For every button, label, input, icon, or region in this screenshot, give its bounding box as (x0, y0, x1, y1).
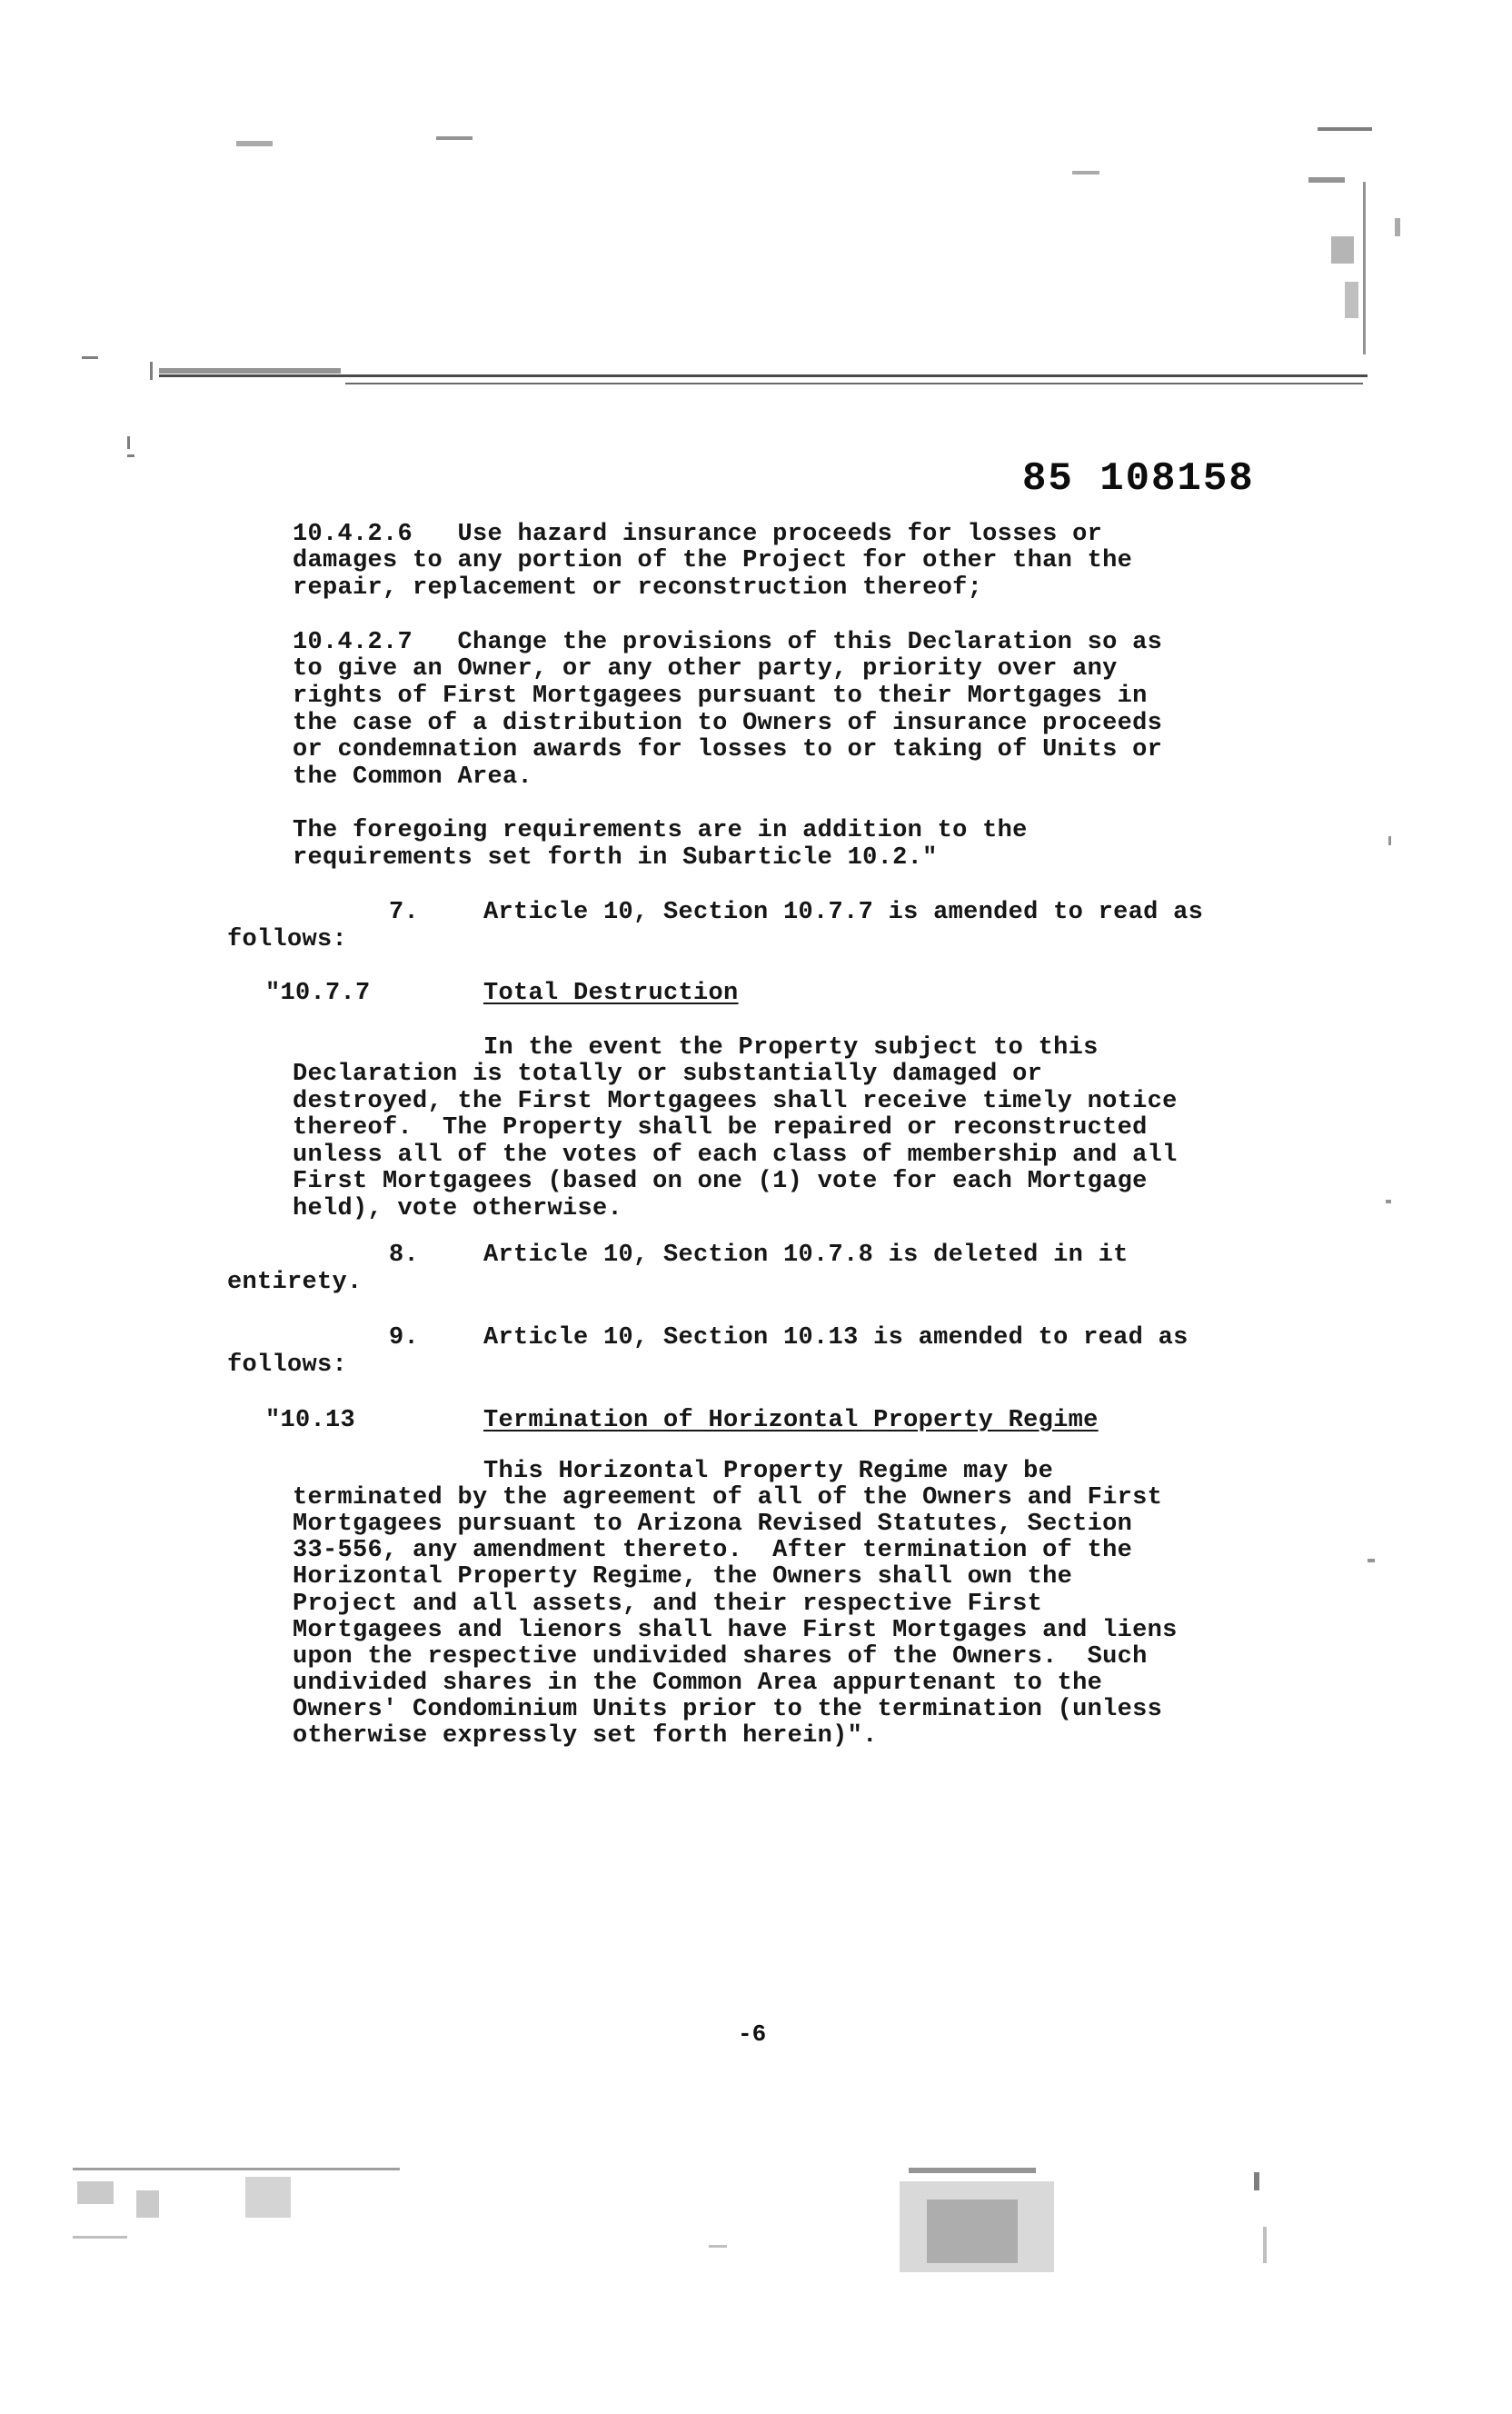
paragraph-line: 10.4.2.7 Change the provisions of this Declaration so as (293, 629, 1163, 656)
paragraph-line: or condemnation awards for losses to or taking of Units or (293, 736, 1163, 763)
page-number: -6 (738, 2020, 767, 2048)
paragraph-line: 10.4.2.6 Use hazard insurance proceeds for losses or (293, 521, 1103, 548)
document-number: 85 108158 (1022, 456, 1255, 502)
paragraph-line: to give an Owner, or any other party, priority over any (293, 655, 1118, 683)
paragraph-line: terminated by the agreement of all of the Owners and First (293, 1484, 1163, 1511)
item-text: Article 10, Section 10.7.7 is amended to read as (483, 899, 1204, 926)
section-number: "10.7.7 (265, 980, 371, 1007)
paragraph-line: Mortgagees and lienors shall have First Mortgages and liens (293, 1617, 1178, 1644)
paragraph-line: thereof. The Property shall be repaired or reconstructed (293, 1114, 1148, 1142)
paragraph-line: First Mortgagees (based on one (1) vote for each Mortgage (293, 1168, 1148, 1195)
item-text: Article 10, Section 10.7.8 is deleted in it (483, 1242, 1129, 1269)
paragraph-line: 33-556, any amendment thereto. After termination of the (293, 1537, 1133, 1564)
section-number: "10.13 (265, 1407, 356, 1434)
section-title: Termination of Horizontal Property Regime (483, 1407, 1099, 1434)
paragraph-line: held), vote otherwise. (293, 1195, 623, 1222)
paragraph-line: In the event the Property subject to this (483, 1034, 1099, 1062)
paragraph-line: the Common Area. (293, 763, 533, 791)
paragraph-line: requirements set forth in Subarticle 10.2." (293, 844, 938, 872)
item-number: 7. (389, 899, 420, 926)
paragraph-line: Declaration is totally or substantially damaged or (293, 1061, 1043, 1088)
paragraph-line: repair, replacement or reconstruction thereof; (293, 574, 983, 602)
paragraph-line: damages to any portion of the Project for other than the (293, 547, 1133, 574)
item-continuation: entirety. (227, 1269, 363, 1296)
paragraph-line: undivided shares in the Common Area appurtenant to the (293, 1670, 1103, 1697)
item-text: Article 10, Section 10.13 is amended to read as (483, 1324, 1189, 1352)
paragraph-line: upon the respective undivided shares of the Owners. Such (293, 1643, 1148, 1671)
paragraph-line: destroyed, the First Mortgagees shall receive timely notice (293, 1088, 1178, 1115)
item-number: 8. (389, 1242, 420, 1269)
paragraph-line: Project and all assets, and their respective First (293, 1591, 1043, 1618)
paragraph-line: unless all of the votes of each class of membership and all (293, 1142, 1178, 1169)
item-number: 9. (389, 1324, 420, 1352)
section-title: Total Destruction (483, 980, 739, 1007)
paragraph-line: Mortgagees pursuant to Arizona Revised Statutes, Section (293, 1511, 1133, 1538)
paragraph-line: the case of a distribution to Owners of insurance proceeds (293, 710, 1163, 737)
item-continuation: follows: (227, 926, 348, 953)
paragraph-line: This Horizontal Property Regime may be (483, 1458, 1054, 1485)
paragraph-line: The foregoing requirements are in addition to the (293, 817, 1028, 844)
item-continuation: follows: (227, 1352, 348, 1379)
paragraph-line: otherwise expressly set forth herein)". (293, 1722, 878, 1750)
paragraph-line: Owners' Condominium Units prior to the termination (unless (293, 1696, 1163, 1723)
paragraph-line: rights of First Mortgagees pursuant to their Mortgages in (293, 683, 1148, 710)
paragraph-line: Horizontal Property Regime, the Owners shall own the (293, 1563, 1073, 1591)
